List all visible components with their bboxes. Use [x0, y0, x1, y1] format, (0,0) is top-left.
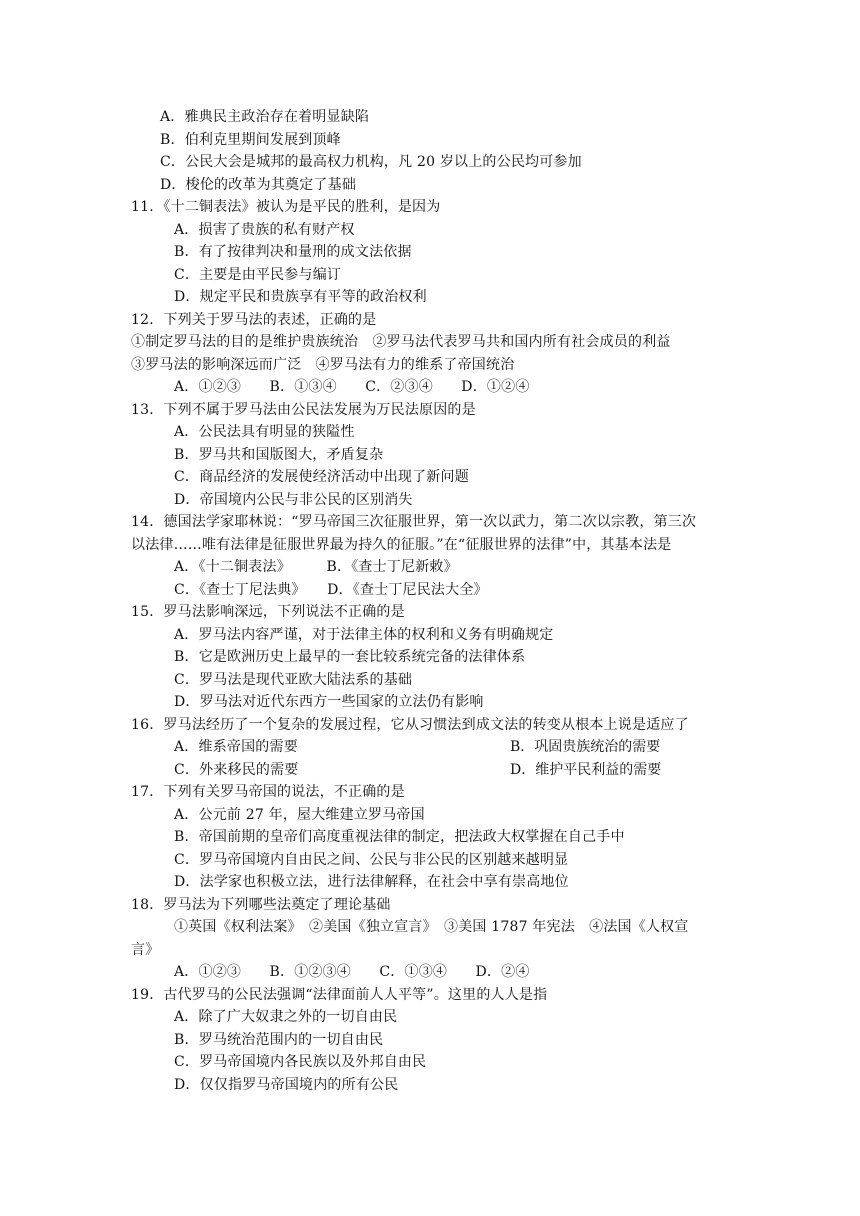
q11-option-d: D．规定平民和贵族享有平等的政治权利	[174, 289, 427, 305]
q10-option-c: C．公民大会是城邦的最高权力机构，凡 20 岁以上的公民均可参加	[160, 154, 582, 170]
q13-option-a: A．公民法具有明显的狭隘性	[174, 424, 355, 440]
q19-option-c: C．罗马帝国境内各民族以及外邦自由民	[174, 1054, 427, 1070]
q17-option-c: C．罗马帝国境内自由民之间、公民与非公民的区别越来越明显	[174, 852, 569, 868]
q19-stem: 19．古代罗马的公民法强调“法律面前人人平等”。这里的人人是指	[131, 987, 548, 1003]
q11-stem: 11．《十二铜表法》被认为是平民的胜利，是因为	[131, 199, 441, 215]
q17-option-a: A．公元前 27 年，屋大维建立罗马帝国	[174, 807, 425, 823]
q18-statements-2: 言》	[131, 942, 160, 958]
q19-option-d: D．仅仅指罗马帝国境内的所有公民	[174, 1077, 399, 1093]
q15-option-d: D．罗马法对近代东西方一些国家的立法仍有影响	[174, 694, 484, 710]
q12-statements-1: ①制定罗马法的目的是维护贵族统治 ②罗马法代表罗马共和国内所有社会成员的利益	[131, 334, 671, 350]
q12-statements-2: ③罗马法的影响深远而广泛 ④罗马法有力的维系了帝国统治	[131, 357, 515, 373]
q17-option-d: D．法学家也积极立法，进行法律解释，在社会中享有崇高地位	[174, 874, 569, 890]
q16-option-d: D．维护平民利益的需要	[510, 762, 662, 778]
q15-stem: 15．罗马法影响深远，下列说法不正确的是	[131, 604, 405, 620]
q18-options: A．①②③ B．①②③④ C．①③④ D．②④	[174, 964, 530, 980]
q11-option-c: C．主要是由平民参与编订	[174, 267, 342, 283]
q16-option-b: B．巩固贵族统治的需要	[510, 739, 661, 755]
q13-option-d: D．帝国境内公民与非公民的区别消失	[174, 492, 413, 508]
q13-option-b: B．罗马共和国版图大，矛盾复杂	[174, 447, 384, 463]
q14-options-2: C．《查士丁尼法典》 D．《查士丁尼民法大全》	[174, 582, 488, 598]
q10-option-a: A．雅典民主政治存在着明显缺陷	[160, 109, 370, 125]
q16-stem: 16．罗马法经历了一个复杂的发展过程，它从习惯法到成文法的转变从根本上说是适应了	[131, 717, 689, 733]
q16-option-a: A．维系帝国的需要	[174, 739, 298, 755]
q15-option-c: C．罗马法是现代亚欧大陆法系的基础	[174, 672, 413, 688]
q15-option-a: A．罗马法内容严谨，对于法律主体的权利和义务有明确规定	[174, 627, 554, 643]
q12-options: A．①②③ B．①③④ C．②③④ D．①②④	[174, 379, 530, 395]
q10-option-b: B．伯利克里期间发展到顶峰	[160, 132, 341, 148]
q14-stem-2: 以法律……唯有法律是征服世界最为持久的征服。”在“征服世界的法律”中，其基本法是	[131, 537, 672, 553]
q13-stem: 13．下列不属于罗马法由公民法发展为万民法原因的是	[131, 402, 476, 418]
q15-option-b: B．它是欧洲历史上最早的一套比较系统完备的法律体系	[174, 649, 526, 665]
q11-option-a: A．损害了贵族的私有财产权	[174, 222, 355, 238]
q18-statements-1: ①英国《权利法案》 ②美国《独立宣言》 ③美国 1787 年宪法 ④法国《人权宣	[174, 919, 689, 935]
q19-option-b: B．罗马统治范围内的一切自由民	[174, 1032, 384, 1048]
q14-options-1: A．《十二铜表法》 B．《查士丁尼新敕》	[174, 559, 458, 575]
q17-stem: 17．下列有关罗马帝国的说法，不正确的是	[131, 784, 405, 800]
q16-option-c: C．外来移民的需要	[174, 762, 299, 778]
q11-option-b: B．有了按律判决和量刑的成文法依据	[174, 244, 412, 260]
q12-stem: 12．下列关于罗马法的表述，正确的是	[131, 312, 377, 328]
q19-option-a: A．除了广大奴隶之外的一切自由民	[174, 1009, 398, 1025]
q13-option-c: C．商品经济的发展使经济活动中出现了新问题	[174, 469, 469, 485]
q14-stem-1: 14．德国法学家耶林说：“罗马帝国三次征服世界，第一次以武力，第二次以宗教，第三次	[131, 514, 697, 530]
q10-option-d: D．梭伦的改革为其奠定了基础	[160, 177, 357, 193]
q17-option-b: B．帝国前期的皇帝们高度重视法律的制定，把法政大权掌握在自己手中	[174, 829, 625, 845]
q18-stem: 18．罗马法为下列哪些法奠定了理论基础	[131, 897, 391, 913]
